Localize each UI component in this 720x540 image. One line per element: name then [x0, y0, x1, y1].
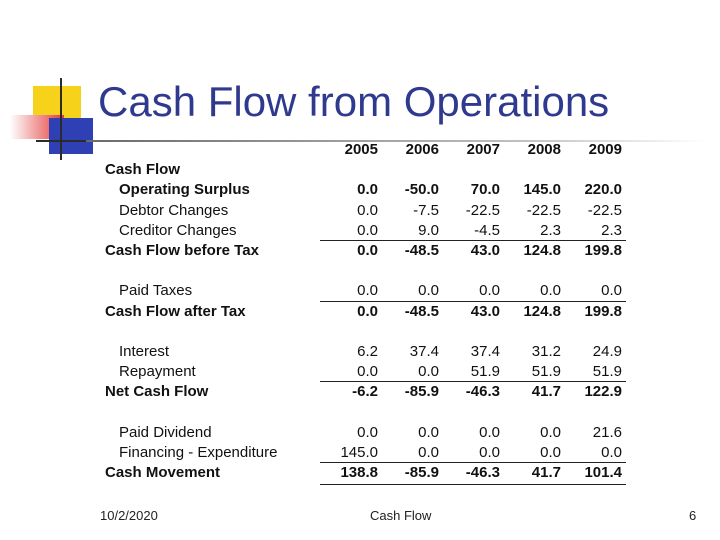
cell-value: 51.9 [470, 363, 500, 381]
cell-value: -85.9 [404, 464, 439, 481]
page-number: 6 [689, 508, 697, 523]
row-label: Financing - Expenditure [119, 443, 278, 461]
row-label: Paid Taxes [119, 282, 193, 300]
cell-value: 145.0 [523, 181, 561, 199]
cell-value: 199.8 [584, 302, 622, 320]
cell-value: 0.0 [601, 443, 622, 461]
cell-value: -48.5 [404, 241, 439, 259]
cell-value: 0.0 [357, 241, 378, 259]
row-label: Operating Surplus [119, 181, 250, 199]
cell-value: -22.5 [465, 201, 500, 219]
cell-value: 2.3 [540, 221, 561, 239]
decor-horizontal-line [36, 140, 86, 142]
cell-value: 101.4 [584, 464, 622, 481]
row-label: Repayment [119, 363, 196, 381]
decor-blue-square [49, 118, 93, 154]
cell-value: 0.0 [357, 423, 378, 441]
total-rule [320, 484, 626, 485]
cell-value: 220.0 [584, 181, 622, 199]
row-label: Cash Movement [105, 464, 221, 481]
cell-value: 2.3 [601, 221, 622, 239]
cell-value: 0.0 [479, 423, 500, 441]
cell-value: 0.0 [540, 443, 561, 461]
cell-value: 0.0 [540, 282, 561, 300]
cell-value: 9.0 [418, 221, 439, 239]
column-header: 2007 [466, 141, 500, 158]
cell-value: 0.0 [357, 201, 378, 219]
cell-value: -50.0 [404, 181, 439, 199]
cell-value: 0.0 [357, 363, 378, 381]
cell-value: 0.0 [418, 443, 439, 461]
cell-value: 122.9 [584, 383, 622, 401]
cell-value: 0.0 [479, 282, 500, 300]
cell-value: 43.0 [470, 241, 500, 259]
cell-value: 124.8 [523, 302, 561, 320]
cell-value: 124.8 [523, 241, 561, 259]
cell-value: 0.0 [540, 423, 561, 441]
cell-value: 0.0 [418, 423, 439, 441]
cell-value: 145.0 [340, 443, 378, 461]
cell-value: -22.5 [587, 201, 622, 219]
cell-value: 6.2 [357, 342, 378, 360]
cell-value: 41.7 [531, 383, 561, 401]
cell-value: -48.5 [404, 302, 439, 320]
cell-value: -22.5 [526, 201, 561, 219]
footer-date: 10/2/2020 [100, 508, 158, 523]
slide-title: Cash Flow from Operations [98, 78, 610, 125]
cell-value: -85.9 [404, 383, 439, 401]
cell-value: 51.9 [592, 363, 622, 381]
column-header: 2009 [588, 141, 622, 158]
row-label: Interest [119, 342, 170, 360]
cell-value: 0.0 [357, 302, 378, 320]
cell-value: 0.0 [601, 282, 622, 300]
cell-value: 0.0 [357, 181, 378, 199]
cell-value: 0.0 [357, 282, 378, 300]
row-label: Cash Flow before Tax [105, 241, 259, 259]
row-label: Net Cash Flow [105, 383, 209, 401]
row-label: Debtor Changes [119, 201, 229, 219]
cell-value: 199.8 [584, 241, 622, 259]
cell-value: -7.5 [413, 201, 439, 219]
cell-value: 43.0 [470, 302, 500, 320]
cell-value: -4.5 [474, 221, 500, 239]
column-header: 2008 [527, 141, 561, 158]
column-header: 2005 [344, 141, 378, 158]
cell-value: 0.0 [479, 443, 500, 461]
cell-value: 0.0 [357, 221, 378, 239]
cell-value: 51.9 [531, 363, 561, 381]
footer-title: Cash Flow [370, 508, 432, 523]
cell-value: 41.7 [531, 464, 561, 481]
cell-value: 31.2 [531, 342, 561, 360]
cell-value: 21.6 [592, 423, 622, 441]
decor-vertical-line [60, 78, 62, 160]
cell-value: -46.3 [465, 464, 500, 481]
cell-value: 70.0 [470, 181, 500, 199]
cell-value: 138.8 [340, 464, 378, 481]
cell-value: 24.9 [592, 342, 622, 360]
cell-value: 0.0 [418, 282, 439, 300]
row-label: Paid Dividend [119, 423, 212, 441]
row-label: Cash Flow after Tax [105, 302, 246, 320]
cell-value: -46.3 [465, 383, 500, 401]
cell-value: 37.4 [470, 342, 500, 360]
cell-value: -6.2 [352, 383, 378, 401]
row-label: Creditor Changes [119, 221, 237, 239]
cell-value: 37.4 [409, 342, 439, 360]
column-header: 2006 [405, 141, 439, 158]
cell-value: 0.0 [418, 363, 439, 381]
section-title: Cash Flow [105, 161, 181, 179]
